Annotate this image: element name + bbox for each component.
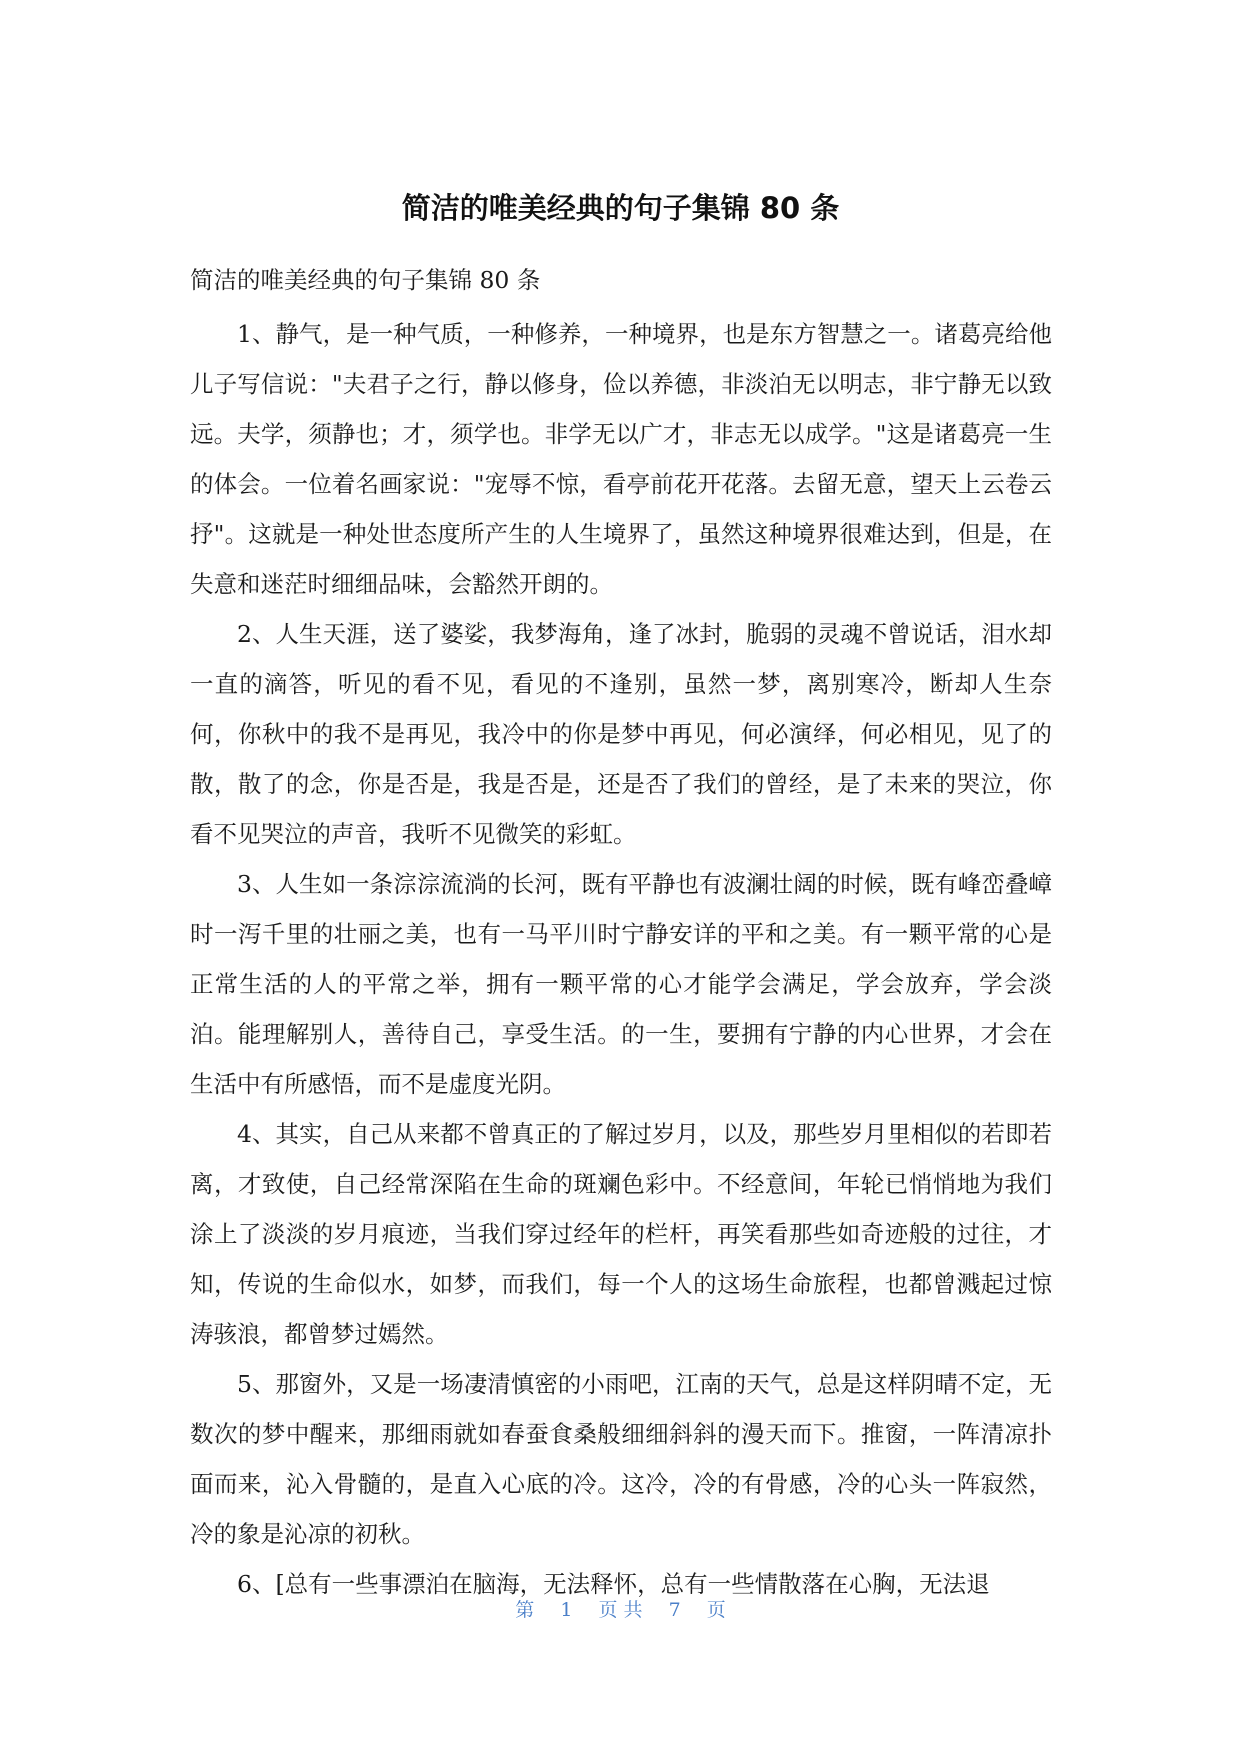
paragraph-3: 3、人生如一条淙淙流淌的长河，既有平静也有波澜壮阔的时候，既有峰峦叠嶂时一泻千里的壮丽之美，也有一马平川时宁静安详的平和之美。有一颗平常的心是正常生活的人的平常之举，拥有一颗平常的心才能学会满足，学会放弃，学会淡泊。能理解别人，善待自己，享受生活。的一生，要拥有宁静的内心世界，才会在生活中有所感悟，而不是虚度光阴。 (190, 870, 1052, 1098)
paragraph-6: 6、[总有一些事漂泊在脑海，无法释怀，总有一些情散落在心胸，无法退 (237, 1570, 990, 1598)
document-body (190, 255, 1052, 1609)
paragraph-5: 5、那窗外，又是一场凄清慎密的小雨吧，江南的天气，总是这样阴晴不定，无数次的梦中醒来，那细雨就如春蚕食桑般细细斜斜的漫天而下。推窗，一阵清凉扑面而来，沁入骨髓的，是直入心底的冷。这冷，冷的有骨感，冷的心头一阵寂然，冷的象是沁凉的初秋。 (190, 1370, 1052, 1548)
paragraph-2: 2、人生天涯，送了婆娑，我梦海角，逢了冰封，脆弱的灵魂不曾说话，泪水却一直的滴答，听见的看不见，看见的不逢别，虽然一梦，离别寒冷，断却人生奈何，你秋中的我不是再见，我冷中的你是梦中再见，何必演绎，何必相见，见了的散，散了的念，你是否是，我是否是，还是否了我们的曾经，是了未来的哭泣，你看不见哭泣的声音，我听不见微笑的彩虹。 (190, 620, 1052, 848)
document-subtitle: 简洁的唯美经典的句子集锦 80 条 (190, 266, 541, 294)
footer-pages-label: 页 (706, 1599, 726, 1621)
document-title: 简洁的唯美经典的句子集锦 80 条 (401, 191, 840, 225)
footer-page-label: 第 (515, 1599, 535, 1621)
paragraph-1: 1、静气，是一种气质，一种修养，一种境界，也是东方智慧之一。诸葛亮给他儿子写信说："夫君子之行，静以修身，俭以养德，非淡泊无以明志，非宁静无以致远。夫学，须静也；才，须学也。非学无以广才，非志无以成学。"这是诸葛亮一生的体会。一位着名画家说："宠辱不惊，看亭前花开花落。去留无意，望天上云卷云抒"。这就是一种处世态度所产生的人生境界了，虽然这种境界很难达到，但是，在失意和迷茫时细细品味，会豁然开朗的。 (190, 320, 1052, 598)
page-footer (0, 1596, 1241, 1624)
footer-of-label: 页 共 (598, 1599, 643, 1621)
paragraph-4: 4、其实，自己从来都不曾真正的了解过岁月，以及，那些岁月里相似的若即若离，才致使，自己经常深陷在生命的斑斓色彩中。不经意间，年轮已悄悄地为我们涂上了淡淡的岁月痕迹，当我们穿过经年的栏杆，再笑看那些如奇迹般的过往，才知，传说的生命似水，如梦，而我们，每一个人的这场生命旅程，也都曾溅起过惊涛骇浪，都曾梦过嫣然。 (190, 1120, 1052, 1348)
footer-current-page: 1 (560, 1599, 573, 1621)
footer-total-pages: 7 (668, 1599, 681, 1621)
